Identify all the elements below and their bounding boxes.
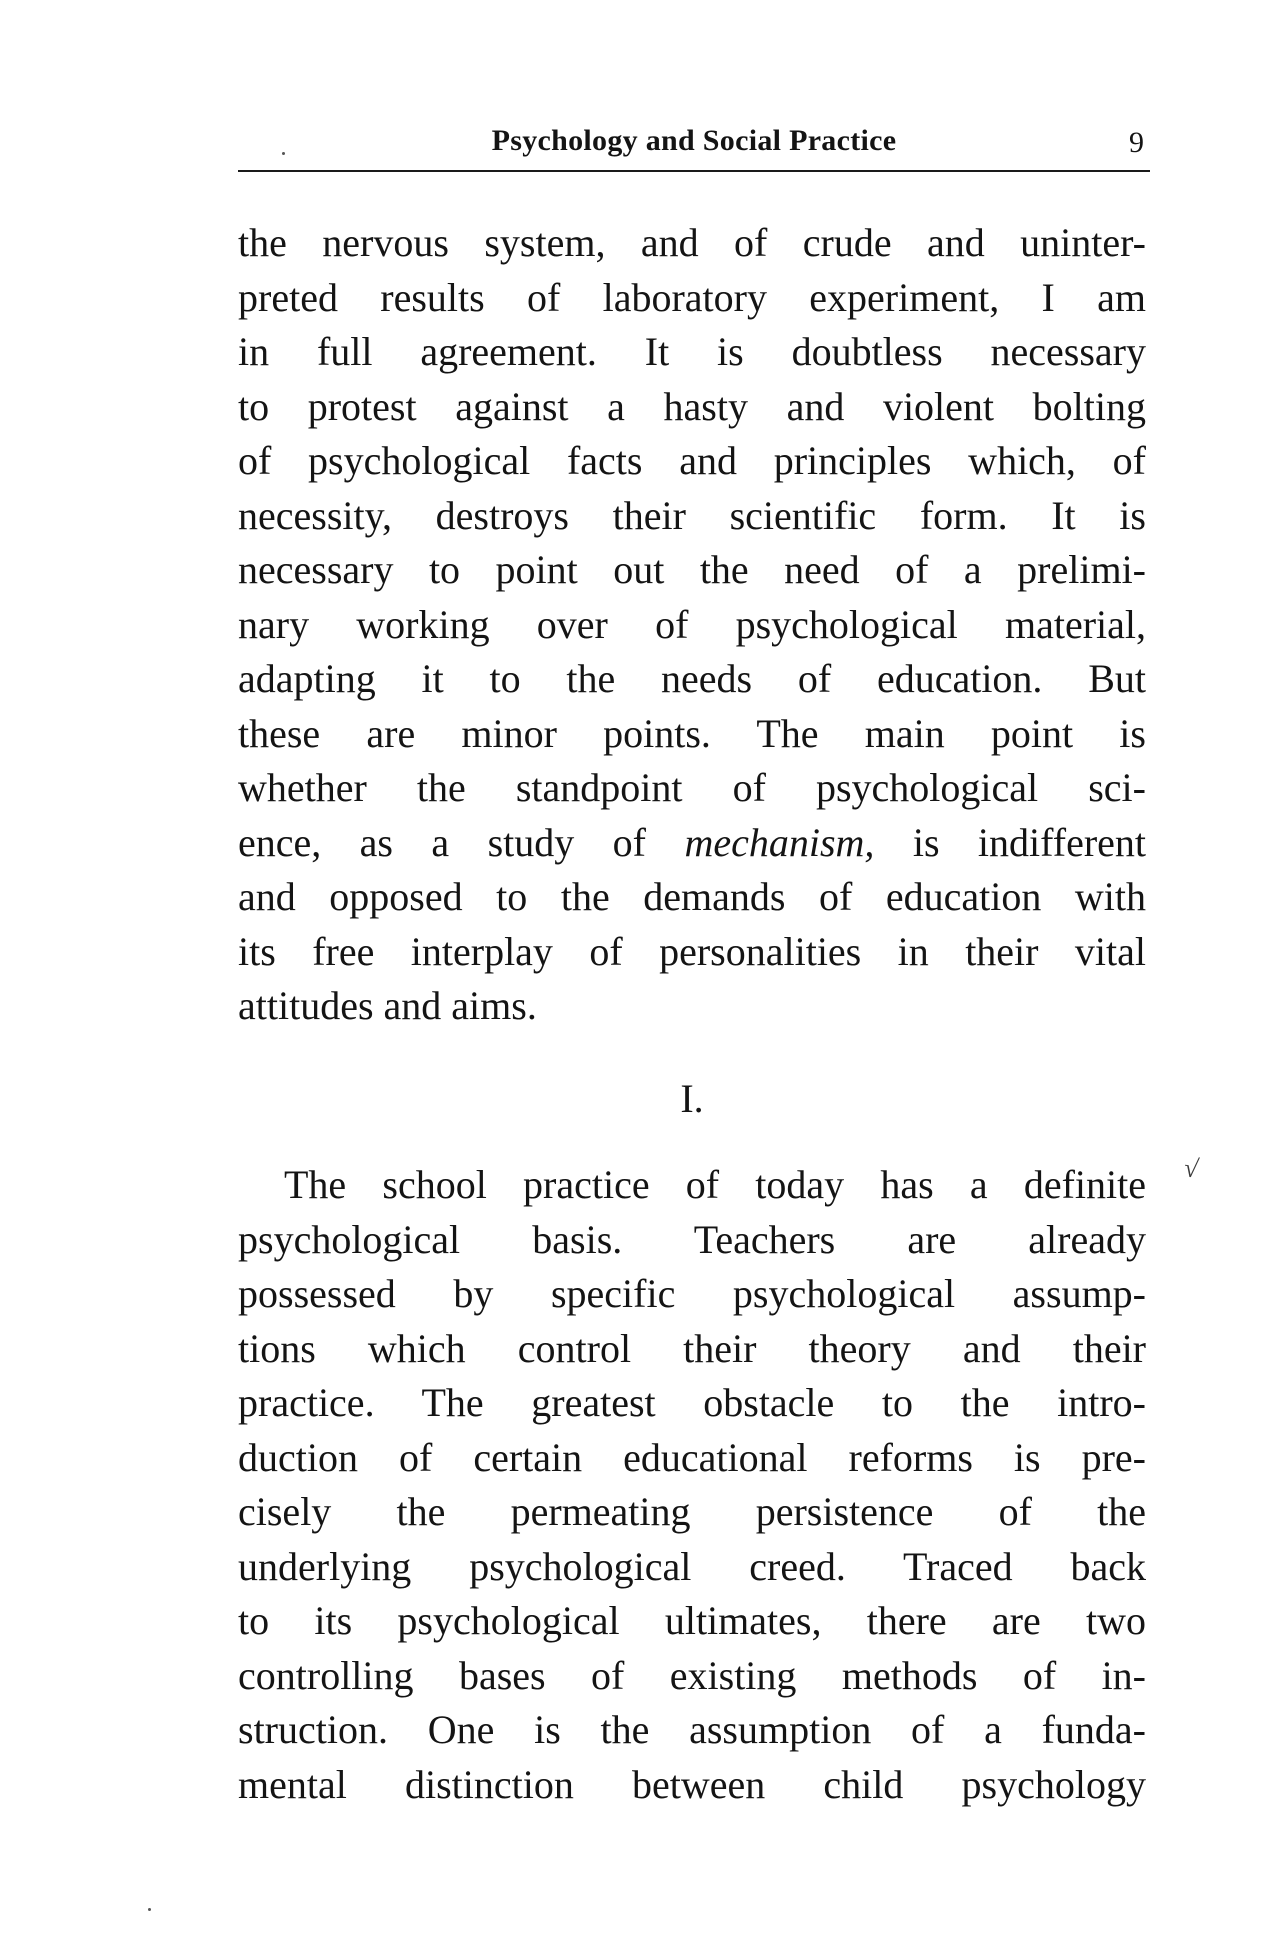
text-line: the nervous system, and of crude and uninter-	[238, 220, 1146, 265]
text-line: possessed by specific psychological assump-	[238, 1271, 1146, 1316]
text-line: controlling bases of existing methods of in-	[238, 1652, 1146, 1698]
text-line: and opposed to the demands of education with	[238, 874, 1146, 919]
margin-check-mark: √	[1182, 1153, 1201, 1184]
text-line: cisely the permeating persistence of the	[238, 1489, 1146, 1534]
text-line: these are minor points. The main point is	[238, 710, 1146, 756]
text-line: whether the standpoint of psychological sci-	[238, 765, 1146, 810]
text-line: preted results of laboratory experiment, I am	[238, 274, 1146, 320]
paragraph-2	[238, 1158, 1146, 1812]
section-numeral: I.	[680, 1076, 704, 1121]
text-line: necessity, destroys their scientific form. It is	[238, 492, 1146, 538]
text-line: struction. One is the assumption of a funda-	[238, 1707, 1146, 1752]
text-line: to protest against a hasty and violent bolting	[238, 383, 1146, 429]
italic-term: mechanism,	[684, 819, 875, 865]
text-line: its free interplay of personalities in their vital	[238, 928, 1146, 974]
running-title: Psychology and Social Practice	[491, 124, 897, 157]
text-line: of psychological facts and principles which, of	[238, 438, 1146, 483]
text-line: adapting it to the needs of education. But	[238, 656, 1146, 701]
page-number: 9	[1129, 126, 1144, 159]
text-line: in full agreement. It is doubtless necessary	[238, 329, 1146, 374]
text-line: to its psychological ultimates, there are two	[238, 1598, 1146, 1643]
text-line: necessary to point out the need of a prelimi-	[238, 547, 1146, 592]
text-line: underlying psychological creed. Traced back	[238, 1543, 1146, 1589]
line-segment: is indifferent	[912, 819, 1146, 865]
text-line: nary working over of psychological material,	[238, 601, 1146, 647]
text-line: attitudes and aims.	[238, 983, 537, 1028]
header-rule	[238, 170, 1150, 172]
line-segment: ence, as a study of	[238, 819, 647, 865]
text-line: practice. The greatest obstacle to the intro-	[238, 1380, 1146, 1425]
text-line: psychological basis. Teachers are already	[238, 1216, 1146, 1262]
text-line: The school practice of today has a definite	[284, 1162, 1146, 1207]
print-speck	[148, 1908, 151, 1911]
text-line: mental distinction between child psychology	[238, 1761, 1146, 1807]
text-line: tions which control their theory and their	[238, 1325, 1146, 1371]
print-speck	[282, 152, 285, 155]
text-line: duction of certain educational reforms is pre-	[238, 1434, 1146, 1480]
paragraph-1	[238, 216, 1146, 1034]
running-head	[238, 116, 1150, 160]
text-line-with-italic	[238, 816, 1146, 871]
